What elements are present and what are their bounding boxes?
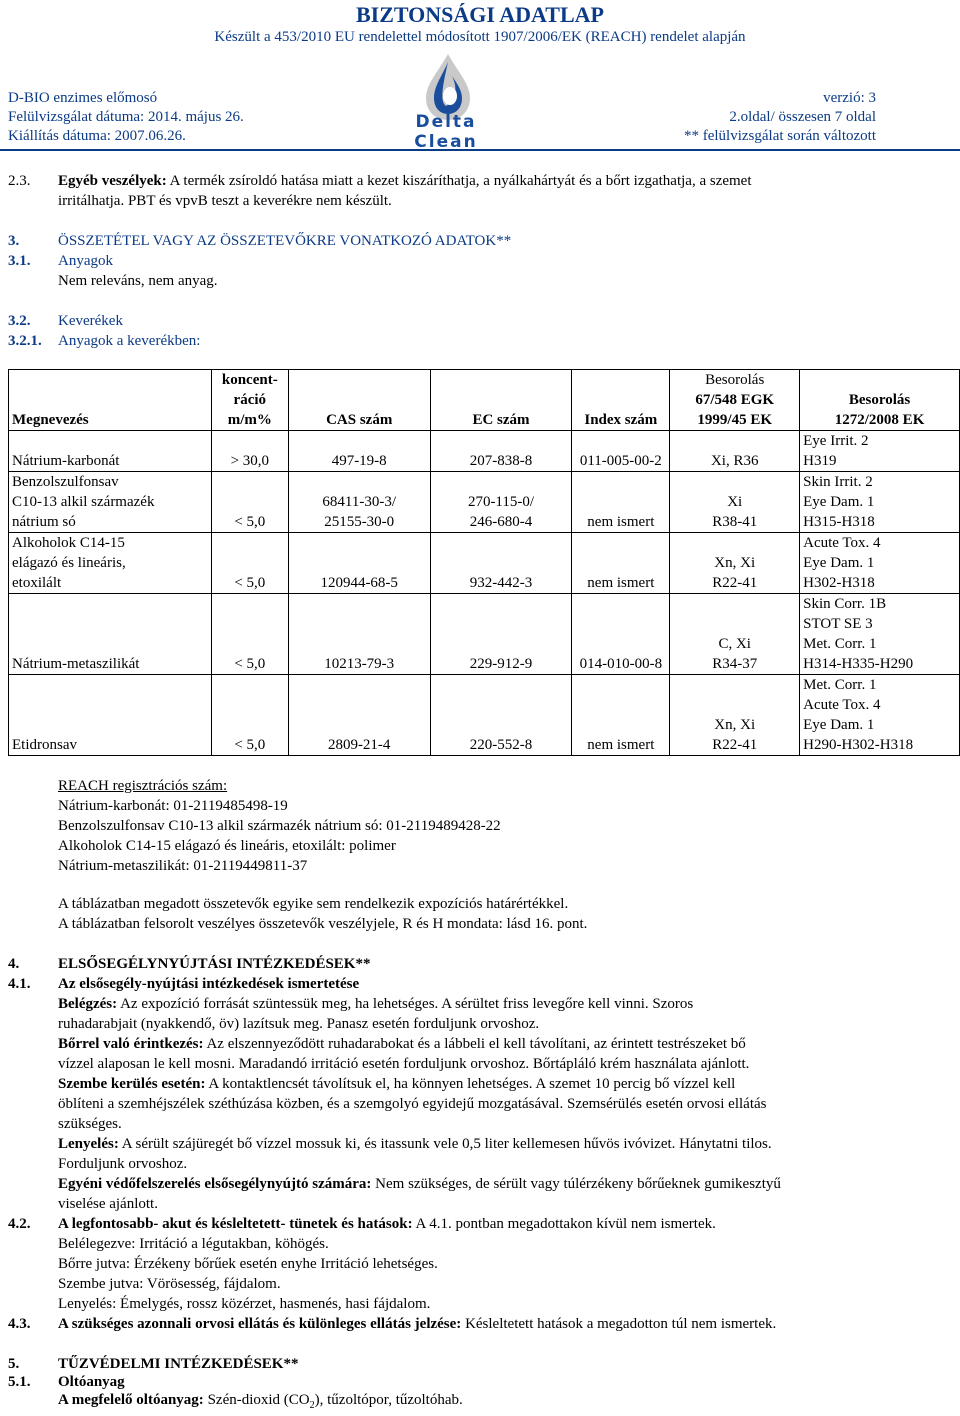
section-5-1-title: Oltóanyag [58,1374,125,1390]
section-number: 5. [8,1356,20,1372]
section-4-3-line: A szükséges azonnali orvosi ellátás és különleges ellátás jelzése: Késleltetett hatások a megadotton túl nem ismertek. [58,1316,777,1332]
cell-cas: 120944-68-5 [288,533,430,594]
cell-name: Benzolszulfonsav C10-13 alkil származék nátrium só [9,472,212,533]
inhalation-line1: Belégzés: Az expozíció forrását szüntessük meg, ha lehetséges. A sérültet friss levegőre kell vinni. Szoros [58,996,694,1012]
ingestion-line2: Forduljunk orvoshoz. [58,1156,188,1172]
inhalation-line2: ruhadarabjait (nyakkendő, öv) lazítsuk meg. Panasz esetén forduljunk orvoshoz. [58,1016,540,1032]
table-row [9,533,960,594]
cell-ec: 270-115-0/ 246-680-4 [430,472,572,533]
section-5-title: TŰZVÉDELMI INTÉZKEDÉSEK** [58,1356,299,1372]
col-index: Index szám [572,370,670,431]
cell-class-1272-2008: Eye Irrit. 2 H319 [800,431,960,472]
cell-cas: 68411-30-3/ 25155-30-0 [288,472,430,533]
table-row [9,675,960,756]
cell-class-67-548: Xi, R36 [670,431,800,472]
skin-line2: vízzel alaposan le kell mosni. Maradandó irritáció esetén forduljunk orvoshoz. Bőrtápláló krém használata ajánlott. [58,1056,750,1072]
composition-table [8,369,960,756]
ppe-line1: Egyéni védőfelszerelés elsősegélynyújtó számára: Nem szükséges, de sérült vagy túlérzékeny bőrűeknek gumikesztyű [58,1176,781,1192]
cell-class-67-548: Xn, Xi R22-41 [670,675,800,756]
section-number: 5.1. [8,1374,31,1390]
cell-cas: 10213-79-3 [288,594,430,675]
col-class-1272-2008: Besorolás 1272/2008 EK [800,370,960,431]
ppe-line2: viselése ajánlott. [58,1196,158,1212]
other-hazards-line1: Egyéb veszélyek: A termék zsíroldó hatása miatt a kezet kiszáríthatja, a nyálkahártyát és a bőrt izgathatja, a szemet [58,173,752,189]
table-row [9,472,960,533]
section-3-2-title: Keverékek [58,313,123,329]
cell-index: nem ismert [572,472,670,533]
section-number: 4. [8,956,20,972]
cell-class-67-548: C, Xi R34-37 [670,594,800,675]
reach-line: Nátrium-karbonát: 01-2119485498-19 [58,798,288,814]
section-4-2-line: A legfontosabb- akut és késleltetett- tünetek és hatások: A 4.1. pontban megadottakon kívül nem ismertek. [58,1216,716,1232]
section-3-2-1-title: Anyagok a keverékben: [58,333,201,349]
section-number: 3.2.1. [8,333,42,349]
reach-line: Alkoholok C14-15 elágazó és lineáris, etoxilált: polimer [58,838,396,854]
section-number: 3.2. [8,313,31,329]
symptom-line: Bőrre jutva: Érzékeny bőrűek esetén enyhe Irritáció lehetséges. [58,1256,438,1272]
cell-ec: 932-442-3 [430,533,572,594]
section-3-title: ÖSSZETÉTEL VAGY AZ ÖSSZETEVŐKRE VONATKOZÓ ADATOK** [58,233,512,249]
cell-name: Nátrium-karbonát [9,431,212,472]
cell-name: Etidronsav [9,675,212,756]
page-number: 2.oldal/ összesen 7 oldal [729,109,876,125]
hazard-note: A táblázatban felsorolt veszélyes összetevők veszélyjele, R és H mondata: lásd 16. pont. [58,916,588,932]
cell-cas: 2809-21-4 [288,675,430,756]
product-name: D-BIO enzimes előmosó [8,90,158,106]
symptom-line: Lenyelés: Émelygés, rossz közérzet, hasmenés, hasi fájdalom. [58,1296,431,1312]
cell-class-1272-2008: Acute Tox. 4 Eye Dam. 1 H302-H318 [800,533,960,594]
cell-conc: < 5,0 [211,675,288,756]
eye-line2: öblíteni a szemhéjszélek széthúzása közben, és a szemgolyó egyidejű mozgatásával. Szemsérülés esetén orvosi ellátás [58,1096,767,1112]
section-4-title: ELSŐSEGÉLYNYÚJTÁSI INTÉZKEDÉSEK** [58,956,371,972]
company-logo [386,52,506,152]
section-3-1-text: Nem releváns, nem anyag. [58,273,218,289]
cell-ec: 229-912-9 [430,594,572,675]
issue-date: Kiállítás dátuma: 2007.06.26. [8,128,186,144]
cell-name: Nátrium-metaszilikát [9,594,212,675]
section-4-1-title: Az elsősegély-nyújtási intézkedések ismertetése [58,976,360,992]
ingestion-line1: Lenyelés: A sérült szájüregét bő vízzel mossuk ki, és itassunk vele 0,5 liter kellemesen hűvös ivóvizet. Hánytatni tilos. [58,1136,772,1152]
section-3-1-title: Anyagok [58,253,113,269]
section-number: 2.3. [8,173,31,189]
skin-line1: Bőrrel való érintkezés: Az elszennyeződött ruhadarabokat és a lábbeli el kell távolítani, az érintett testrészeket bő [58,1036,746,1052]
exposure-note: A táblázatban megadott összetevők egyike sem rendelkezik expozíciós határértékkel. [58,896,569,912]
eye-line1: Szembe kerülés esetén: A kontaktlencsét távolítsuk el, ha könnyen lehetséges. A szemet 10 percig bő vízzel kell [58,1076,736,1092]
section-number: 4.2. [8,1216,31,1232]
cell-conc: < 5,0 [211,594,288,675]
symptom-line: Belélegezve: Irritáció a légutakban, köhögés. [58,1236,329,1252]
cell-conc: < 5,0 [211,472,288,533]
cell-conc: < 5,0 [211,533,288,594]
cell-name: Alkoholok C14-15 elágazó és lineáris, etoxilált [9,533,212,594]
reach-title: REACH regisztrációs szám: [58,778,228,794]
cell-class-1272-2008: Skin Irrit. 2 Eye Dam. 1 H315-H318 [800,472,960,533]
extinguishing-media: A megfelelő oltóanyag: Szén-dioxid $(CO_2)$, tűzoltópor, tűzoltóhab. [58,1392,463,1411]
cell-index: nem ismert [572,533,670,594]
section-number: 3.1. [8,253,31,269]
table-row [9,431,960,472]
table-row [9,594,960,675]
section-number: 4.3. [8,1316,31,1332]
other-hazards-line2: irritálhatja. PBT és vpvB teszt a keverékre nem készült. [58,193,392,209]
logo-text: Delta Clean [414,112,478,152]
cell-class-67-548: Xn, Xi R22-41 [670,533,800,594]
cell-index: 011-005-00-2 [572,431,670,472]
cell-cas: 497-19-8 [288,431,430,472]
cell-index: 014-010-00-8 [572,594,670,675]
changed-note: ** felülvizsgálat során változott [683,128,876,144]
cell-class-67-548: Xi R38-41 [670,472,800,533]
cell-conc: > 30,0 [211,431,288,472]
cell-index: nem ismert [572,675,670,756]
table-header-row [9,370,960,431]
header-rule [0,149,960,151]
reach-line: Nátrium-metaszilikát: 01-2119449811-37 [58,858,308,874]
col-name: Megnevezés [9,370,212,431]
col-conc: koncent- ráció m/m% [211,370,288,431]
section-number: 3. [8,233,20,249]
version: verzió: 3 [823,90,876,106]
col-ec: EC szám [430,370,572,431]
table-body [9,431,960,756]
document-subtitle: Készült a 453/2010 EU rendelettel módosított 1907/2006/EK (REACH) rendelet alapján [214,29,746,45]
section-number: 4.1. [8,976,31,992]
col-class-67-548: Besorolás 67/548 EGK 1999/45 EK [670,370,800,431]
col-cas: CAS szám [288,370,430,431]
symptom-line: Szembe jutva: Vörösesség, fájdalom. [58,1276,281,1292]
cell-class-1272-2008: Met. Corr. 1 Acute Tox. 4 Eye Dam. 1 H290-H302-H318 [800,675,960,756]
reach-line: Benzolszulfonsav C10-13 alkil származék nátrium só: 01-2119489428-22 [58,818,501,834]
review-date: Felülvizsgálat dátuma: 2014. május 26. [8,109,244,125]
eye-line3: szükséges. [58,1116,122,1132]
cell-ec: 207-838-8 [430,431,572,472]
cell-class-1272-2008: Skin Corr. 1B STOT SE 3 Met. Corr. 1 H314-H335-H290 [800,594,960,675]
document-title: BIZTONSÁGI ADATLAP [356,2,604,27]
cell-ec: 220-552-8 [430,675,572,756]
